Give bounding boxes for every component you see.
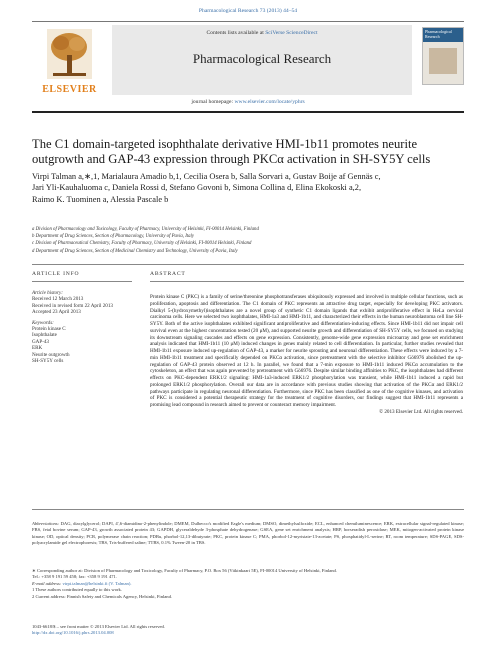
abstract-text: Protein kinase C (PKC) is a family of serine/threonine phosphotransferases ubiquitously expressed and involved in multiple cellular functions, such as proliferation, apoptosis and differentiation. The C1 domain of PKC represents an attractive drug target, especially for developing PKC activators. Dialkyl 5-(hydroxymethyl)isophthalates are a novel group of synthetic C1 domain ligands that exhibit antiproliferative effect in HeLa cervical carcinoma cells. Here we selected two isophthalates, HMI-1a3 and HMI-1b11, and characterized their effects in the human neuroblastoma cell line SH-SY5Y. Both of the active isophthalates exhibited significant antiproliferative and differentiation-inducing effects. Since HMI-1b11 did not impair cell survival even at the highest concentration tested (20 μM), and supported neurite growth and differentiation of SH-SY5Y cells, we focused on studying its downstream signaling cascades and effects on gene expression. Consistently, genome-wide gene expression microarray and gene set enrichment analysis indicated that HMI-1b11 (10 μM) induced changes in genes mainly related to cell differentiation. In particular, further studies revealed that HMI-1b11 exposure induced up-regulation of GAP-43, a marker for neurite sprouting and neuronal differentiation. These effects were induced by a 7-min HMI-1b11 treatment and specifically depended on PKCα activation, since pretreatment with the selective inhibitor Gö6976 abolished the up-regulation of GAP-43 protein observed at 12 h. In parallel, we found that a 7-min exposure to HMI-1b11 induced PKCα accumulation to the cytoskeleton, an effect that was again prevented by pretreatment with Gö6976. Despite similar binding affinities to PKC, the isophthalates had different effects on PKC-dependent ERK1/2 signaling: HMI-1a3-induced ERK1/2 phosphorylation was transient, while HMI-1b11 induced a rapid but prolonged ERK1/2 phosphorylation. Overall our data are in accordance with previous studies showing that activation of the PKCα and ERK1/2 pathways participate in regulating neuronal differentiation. Furthermore, since PKC has been classified as one of the cognitive kinases, and activation of PKC is considered a potential therapeutic strategy for the treatment of cognitive disorders, our findings suggest that HMI-1b11 represents a promising lead compound in research aimed to prevent or counteract memory impairment. — [150, 294, 463, 408]
affiliations — [32, 226, 464, 255]
tel-fax: Tel.: +358 9 191 59 458; fax: +358 9 191 471. — [32, 574, 117, 580]
abbreviations-label: Abbreviations: — [32, 521, 60, 526]
footnote-1: 1 These authors contributed equally to this work. — [32, 587, 122, 593]
affiliation-a: a Division of Pharmacology and Toxicology, Faculty of Pharmacy, University of Helsinki, FI-00014 Helsinki, Finland — [32, 227, 259, 232]
journal-cover-thumbnail — [422, 27, 464, 85]
authors-line-2[interactable]: Jari Yli-Kauhaluoma c, Daniela Rossi d, Stefano Govoni b, Simona Collina d, Elina Ekokoski a,2, — [32, 183, 362, 193]
journal-header — [32, 21, 464, 115]
contents-prefix: Contents lists available at — [206, 30, 266, 36]
contents-line — [112, 30, 412, 36]
article-info-rule — [32, 281, 132, 282]
header-top-rule — [32, 21, 464, 22]
homepage-prefix: journal homepage: — [191, 99, 235, 105]
sciencedirect-link[interactable]: SciVerse ScienceDirect — [265, 30, 318, 36]
title-line-2: outgrowth and GAP-43 expression through PKCα activation in SH-SY5Y cells — [32, 152, 431, 166]
cover-title: Pharmacological Research — [425, 29, 452, 39]
journal-title: Pharmacological Research — [192, 51, 332, 66]
journal-reference[interactable]: Pharmacological Research 73 (2013) 44–54 — [198, 8, 298, 14]
affiliation-d: d Department of Drug Sciences, Section of Medicinal Chemistry and Technology, University of Pavia, Italy — [32, 248, 238, 254]
article-info-heading: ARTICLE INFO — [32, 271, 80, 277]
footnotes — [32, 568, 464, 600]
keyword: Protein kinase C — [32, 326, 66, 333]
keywords — [32, 320, 132, 365]
issn-line: 1043-6618/$ – see front matter © 2013 Elsevier Ltd. All rights reserved. — [32, 624, 165, 629]
authors-line-1[interactable]: Virpi Talman a,∗,1, Marialaura Amadio b,1, Cecilia Osera b, Salla Sorvari a, Gustav Boije af Gennäs c, — [32, 172, 381, 181]
email-link[interactable]: virpi.talman@helsinki.fi (V. Talman). — [62, 580, 132, 586]
accepted-date: Accepted 23 April 2013 — [32, 309, 81, 316]
received-date: Received 12 March 2013 — [32, 296, 84, 303]
history-label: Article history: — [32, 290, 63, 296]
keyword: Isophthalate — [32, 332, 57, 339]
email-prefix: E-mail address: — [32, 580, 63, 586]
header-bottom-rule — [32, 111, 464, 113]
article-info — [32, 290, 132, 364]
authors-line-3[interactable]: Raimo K. Tuominen a, Alessia Pascale b — [32, 194, 169, 204]
homepage-line — [32, 99, 464, 105]
cover-image — [429, 48, 457, 74]
abbreviations-text: DAG, diacylglycerol; DAPI, 4′,6-diamidino-2-phenylindole; DMEM, Dulbecco's modified Eagle's medium; DMSO, dimethylsulfoxide; ECL, enhanced chemiluminescence; ERK, extracellular signal-regulated kinase; FBS, fetal bovine serum; GAP-43, growth associated protein 43; GAPDH, glyceraldehyde 3-phosphate dehydrogenase; GSEA, gene set enrichment analysis; HRP, horseradish peroxidase; MEK, mitogen-activated protein kinase kinase; OD, optical density; PCR, polymerase chain reaction; PDBu, phorbol-12,13-dibutyrate; PKC, protein kinase C; PMA, phorbol-12-myristate-13-acetate; PS, phosphatidyl-L-serine; RT, room temperature; SDS-PAGE, SDS-polyacrylamide gel electrophoresis; TBS, Tris-buffered saline; TTBS, 0.1% Tween-20 in TBS. — [32, 521, 464, 546]
keyword: Neurite outgrowth — [32, 351, 70, 358]
abbreviations — [32, 521, 464, 547]
abstract-rule — [150, 281, 464, 282]
publisher-name: ELSEVIER — [42, 84, 97, 95]
article-history — [32, 290, 132, 316]
revised-date: Received in revised form 22 April 2013 — [32, 302, 113, 309]
keyword: SH-SY5Y cells — [32, 358, 64, 365]
keywords-label: Keywords: — [32, 319, 54, 326]
corresponding-author: ∗ Corresponding author at: Division of Pharmacology and Toxicology, Faculty of Pharmacy, P.O. Box 56 (Viikinkaari 5E), FI-00014 University of Helsinki, Finland. — [32, 568, 337, 573]
abstract-heading: ABSTRACT — [150, 271, 186, 277]
affiliations-divider — [32, 264, 464, 265]
abstract-copyright: © 2013 Elsevier Ltd. All rights reserved. — [379, 408, 463, 415]
keyword: GAP-43 — [32, 338, 49, 345]
homepage-link[interactable]: www.elsevier.com/locate/yphrs — [234, 99, 305, 105]
title-line-1: The C1 domain-targeted isophthalate derivative HMI-1b11 promotes neurite — [32, 137, 418, 151]
affiliation-c: c Division of Pharmaceutical Chemistry, Faculty of Pharmacy, University of Helsinki, FI-00014 Helsinki, Finland — [32, 241, 252, 247]
footnote-2: 2 Current address: Finnish Safety and Chemicals Agency, Helsinki, Finland. — [32, 593, 173, 599]
elsevier-tree-icon — [47, 29, 92, 79]
article-title — [32, 137, 464, 167]
cover-band — [423, 28, 463, 42]
journal-title-box — [112, 25, 412, 95]
keyword: ERK — [32, 345, 43, 352]
bottom-matter — [32, 624, 464, 637]
affiliation-b: b Department of Drug Sciences, Section of Pharmacology, University of Pavia, Italy — [32, 234, 194, 240]
abstract-body — [150, 294, 463, 416]
doi-link[interactable]: http://dx.doi.org/10.1016/j.phrs.2013.04.008 — [32, 630, 114, 636]
abstract-bottom-rule — [32, 509, 464, 510]
author-list — [32, 171, 464, 205]
publisher-logo — [32, 27, 107, 97]
